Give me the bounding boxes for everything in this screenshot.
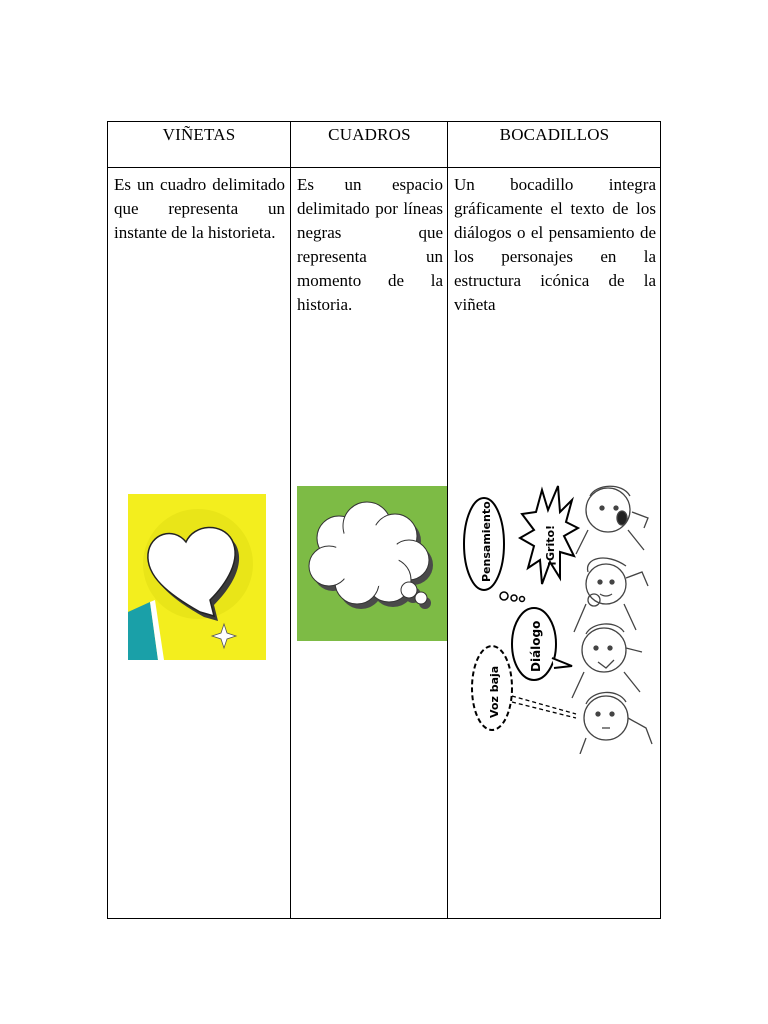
- header-bocadillos: BOCADILLOS: [448, 122, 661, 168]
- column-bocadillos: [447, 122, 661, 918]
- comparison-table: [107, 121, 661, 919]
- text-vinetas: Es un cuadro delimitado que representa un instante de la historieta.: [114, 175, 285, 242]
- text-cuadros: Es un espacio delimitado por líneas negras que representa un momento de la historia.: [297, 175, 443, 314]
- label-whisper: Voz baja: [488, 665, 501, 718]
- label-thought: Pensamiento: [480, 501, 493, 582]
- cloud-thought-bubble-icon: [297, 486, 447, 641]
- label-shout: ¡Grito!: [544, 524, 557, 566]
- column-cuadros: [290, 122, 448, 918]
- header-cuadros: CUADROS: [291, 122, 448, 168]
- heart-speech-bubble-icon: [128, 494, 266, 660]
- speech-balloon-types-icon: [456, 482, 656, 754]
- text-bocadillos: Un bocadillo integra gráficamente el texto de los diálogos o el pensamiento de los personajes en la estructura icónica de la viñeta: [454, 175, 656, 314]
- label-dialogue: Diálogo: [529, 620, 543, 672]
- header-vinetas: VIÑETAS: [108, 122, 290, 168]
- column-vinetas: [108, 122, 290, 918]
